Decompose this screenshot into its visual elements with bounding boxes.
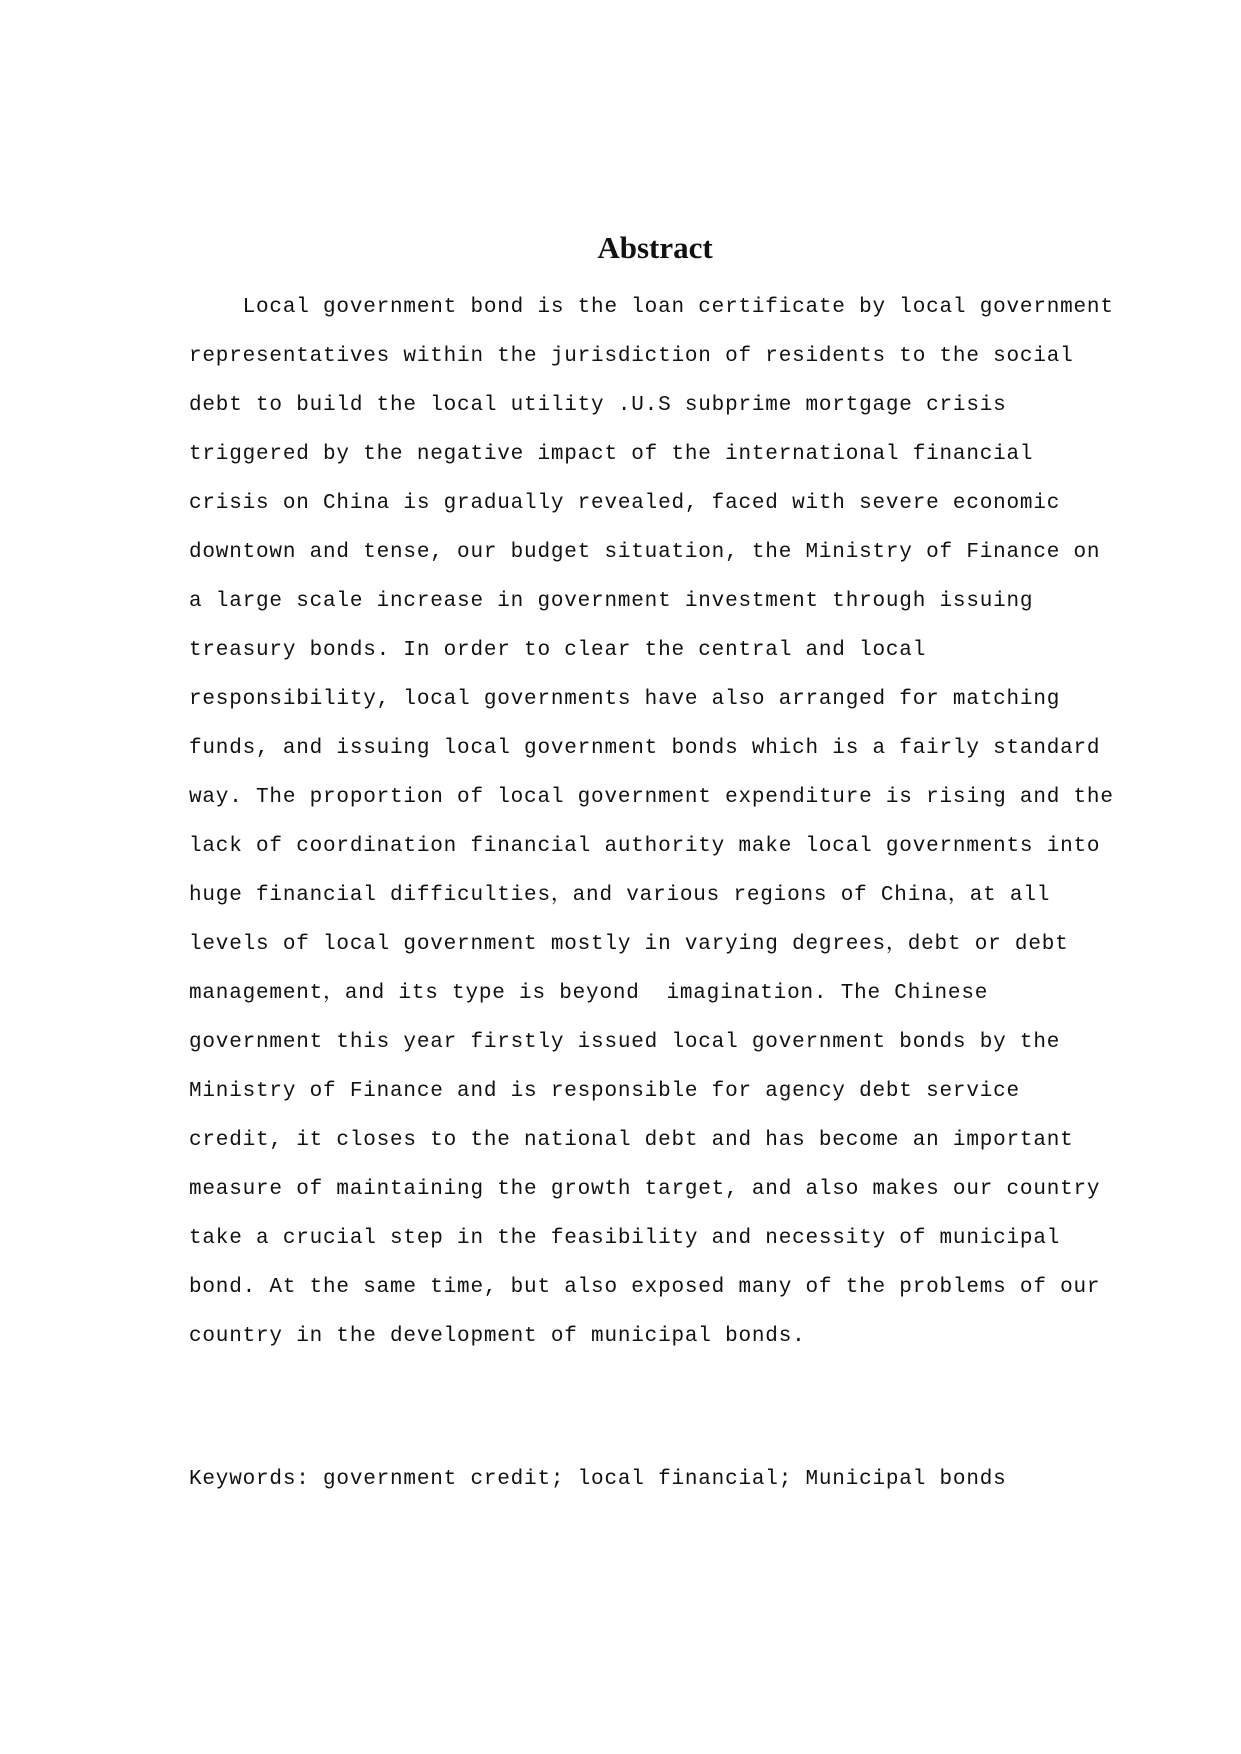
abstract-line: take a crucial step in the feasibility and necessity of municipal <box>189 1227 1061 1250</box>
abstract-line: crisis on China is gradually revealed, faced with severe economic <box>189 492 1061 515</box>
abstract-line: lack of coordination financial authority make local governments into <box>189 835 1101 858</box>
abstract-body <box>189 283 1114 1361</box>
abstract-line: huge financial difficulties，and various regions of China，at all <box>189 884 1051 907</box>
abstract-line: management，and its type is beyond imagination. The Chinese <box>189 982 989 1005</box>
abstract-line: representatives within the jurisdiction of residents to the social <box>189 345 1074 368</box>
abstract-line: way. The proportion of local government expenditure is rising and the <box>189 786 1114 809</box>
abstract-line: debt to build the local utility .U.S subprime mortgage crisis <box>189 394 1007 417</box>
keywords-line: Keywords: government credit; local financial; Municipal bonds <box>189 1468 1007 1491</box>
abstract-line: triggered by the negative impact of the international financial <box>189 443 1034 466</box>
abstract-title: Abstract <box>597 230 713 265</box>
abstract-line: Local government bond is the loan certificate by local government <box>189 296 1114 319</box>
abstract-line: bond. At the same time, but also exposed many of the problems of our <box>189 1276 1101 1299</box>
abstract-line: treasury bonds. In order to clear the central and local <box>189 639 927 662</box>
abstract-line: responsibility, local governments have also arranged for matching <box>189 688 1061 711</box>
abstract-line: a large scale increase in government investment through issuing <box>189 590 1034 613</box>
abstract-line: government this year firstly issued local government bonds by the <box>189 1031 1061 1054</box>
abstract-line: country in the development of municipal bonds. <box>189 1325 806 1348</box>
abstract-line: downtown and tense, our budget situation, the Ministry of Finance on <box>189 541 1101 564</box>
abstract-line: Ministry of Finance and is responsible for agency debt service <box>189 1080 1020 1103</box>
abstract-line: credit, it closes to the national debt and has become an important <box>189 1129 1074 1152</box>
abstract-line: levels of local government mostly in varying degrees，debt or debt <box>189 933 1069 956</box>
abstract-line: measure of maintaining the growth target, and also makes our country <box>189 1178 1101 1201</box>
abstract-line: funds, and issuing local government bonds which is a fairly standard <box>189 737 1101 760</box>
